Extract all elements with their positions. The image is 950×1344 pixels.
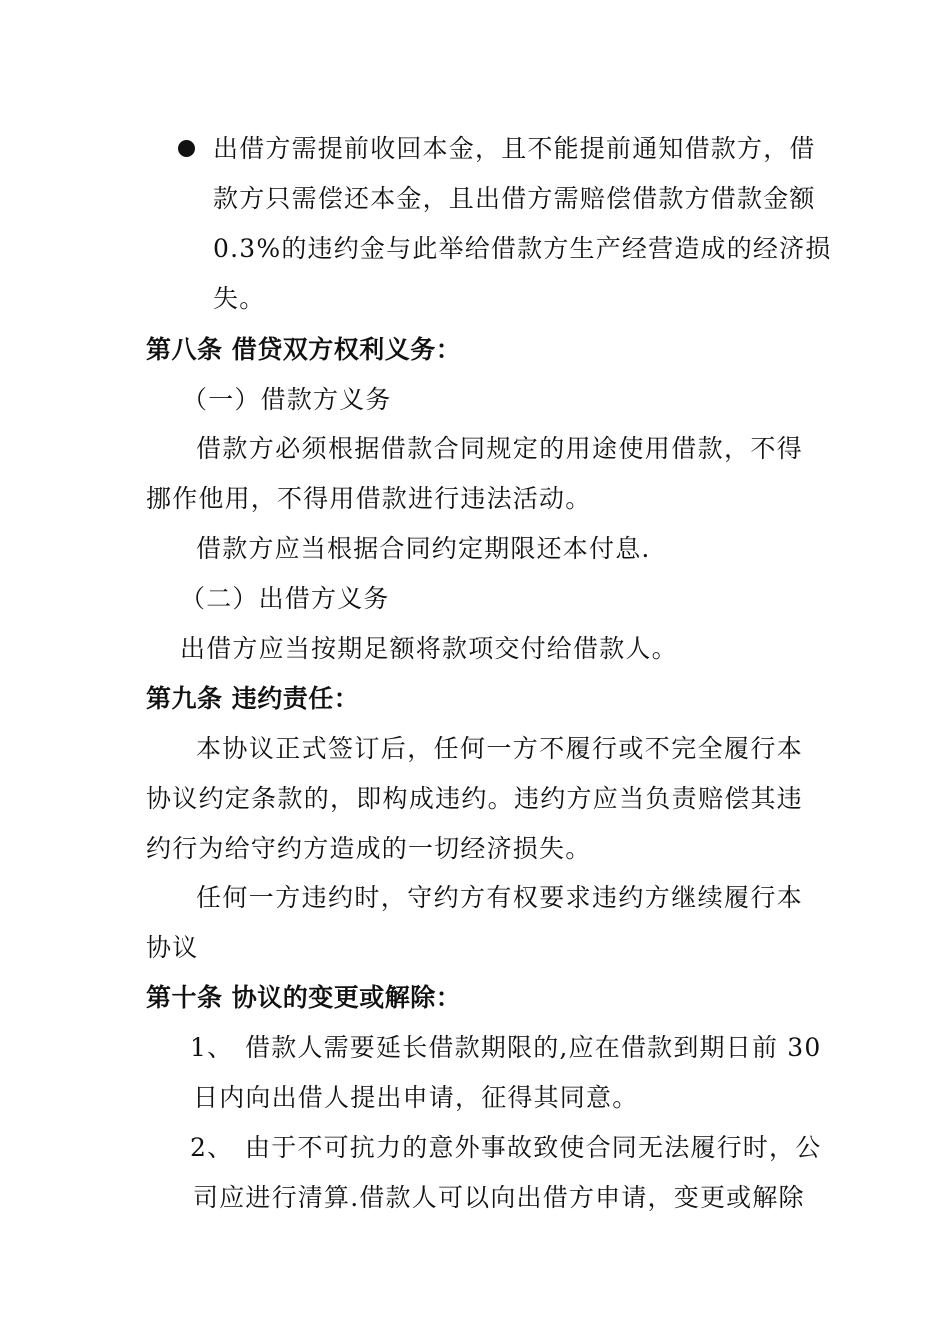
article-10-heading: 第十条 协议的变更或解除： bbox=[146, 983, 462, 1012]
article-10-item-1-number: 1、 bbox=[190, 1033, 234, 1062]
bullet-line-2: 款方只需偿还本金，且出借方需赔偿借款方借款金额 bbox=[213, 184, 816, 213]
article-9-para-1-line-3: 约行为给守约方造成的一切经济损失。 bbox=[146, 834, 592, 863]
article-9-para-1-line-1: 本协议正式签订后，任何一方不履行或不完全履行本 bbox=[196, 734, 803, 763]
article-8-para-3: 出借方应当按期足额将款项交付给借款人。 bbox=[180, 634, 678, 663]
article-8-para-1-line-2: 挪作他用，不得用借款进行违法活动。 bbox=[146, 484, 592, 513]
bullet-line-4: 失。 bbox=[213, 284, 266, 313]
article-10-item-2-line-2: 司应进行清算.借款人可以向出借方申请，变更或解除 bbox=[193, 1183, 805, 1212]
article-9-para-2-line-1: 任何一方违约时，守约方有权要求违约方继续履行本 bbox=[196, 883, 803, 912]
article-10-item-1-line-2: 日内向出借人提出申请，征得其同意。 bbox=[193, 1083, 639, 1112]
article-8-subheading-1: （一）借款方义务 bbox=[182, 385, 392, 414]
article-8-subheading-2: （二）出借方义务 bbox=[180, 584, 390, 613]
article-8-heading: 第八条 借贷双方权利义务： bbox=[146, 335, 462, 364]
bullet-line-3: 0.3%的违约金与此举给借款方生产经营造成的经济损 bbox=[213, 234, 832, 263]
article-9-para-2-line-2: 协议 bbox=[146, 933, 199, 962]
article-9-heading: 第九条 违约责任： bbox=[146, 684, 360, 713]
article-10-item-1-line-1: 借款人需要延长借款期限的,应在借款到期日前 30 bbox=[245, 1033, 822, 1062]
article-8-para-1-line-1: 借款方必须根据借款合同规定的用途使用借款，不得 bbox=[196, 434, 803, 463]
bullet-dot bbox=[178, 140, 195, 157]
article-10-item-2-line-1: 由于不可抗力的意外事故致使合同无法履行时，公 bbox=[245, 1133, 822, 1162]
article-10-item-2-number: 2、 bbox=[190, 1133, 234, 1162]
bullet-line-1: 出借方需提前收回本金，且不能提前通知借款方，借 bbox=[213, 134, 816, 163]
article-8-para-2: 借款方应当根据合同约定期限还本付息. bbox=[196, 534, 651, 563]
article-9-para-1-line-2: 协议约定条款的，即构成违约。违约方应当负责赔偿其违 bbox=[146, 784, 803, 813]
